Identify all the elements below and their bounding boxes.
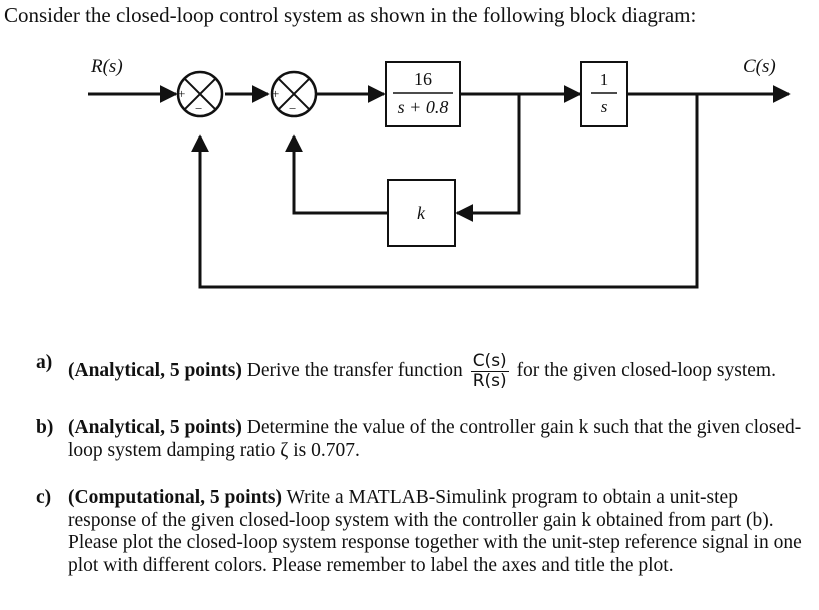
sum2-plus-sign: + [272,86,280,101]
question-a-text-after: for the given closed-loop system. [516,359,776,381]
input-label: R(s) [91,56,123,77]
sum1-minus-sign: − [195,101,203,116]
feedback-gain-label: k [417,203,425,223]
summing-junction-2 [272,72,316,116]
question-b [36,417,806,462]
integrator-block [581,62,627,126]
question-c-heading: (Computational, 5 points) [68,487,282,508]
inner-feedback-path-left [294,136,387,213]
question-a-text-before: Derive the transfer function [246,359,463,381]
question-c [36,487,806,577]
block1-denominator: s + 0.8 [397,97,449,117]
transfer-function-fraction [471,352,509,391]
question-c-tag: c) [36,487,52,508]
intro-text: Consider the closed-loop control system as shown in the following block diagram: [4,3,697,27]
fraction-denominator: R(s) [472,371,507,391]
question-b-text: Determine the value of the controller gain k such that the given closed-loop system damping ratio ζ is 0.707. [68,417,802,461]
feedback-gain-block [388,180,455,246]
block2-denominator: s [600,97,608,116]
question-b-heading: (Analytical, 5 points) [68,417,242,438]
question-b-tag: b) [36,417,54,438]
block1-numerator: 16 [414,69,432,89]
sum2-minus-sign: − [289,101,297,116]
question-c-text: Write a MATLAB-Simulink program to obtain a unit-step response of the given closed-loop system with the controller gain k obtained from part (b). Please plot the closed-loop system response together with the unit-step reference signal in one plot with different colors. Please remember to label the axes and title the plot. [68,487,802,576]
question-a-tag: a) [36,352,53,373]
inner-feedback-path-right [457,94,519,213]
fraction-numerator: C(s) [472,351,507,371]
sum1-plus-sign: + [178,86,186,101]
block2-numerator: 1 [599,70,609,89]
plant-block-1 [386,62,460,126]
question-a [36,352,819,391]
question-a-heading: (Analytical, 5 points) [68,359,242,381]
output-label: C(s) [743,56,776,77]
summing-junction-1 [178,72,222,116]
